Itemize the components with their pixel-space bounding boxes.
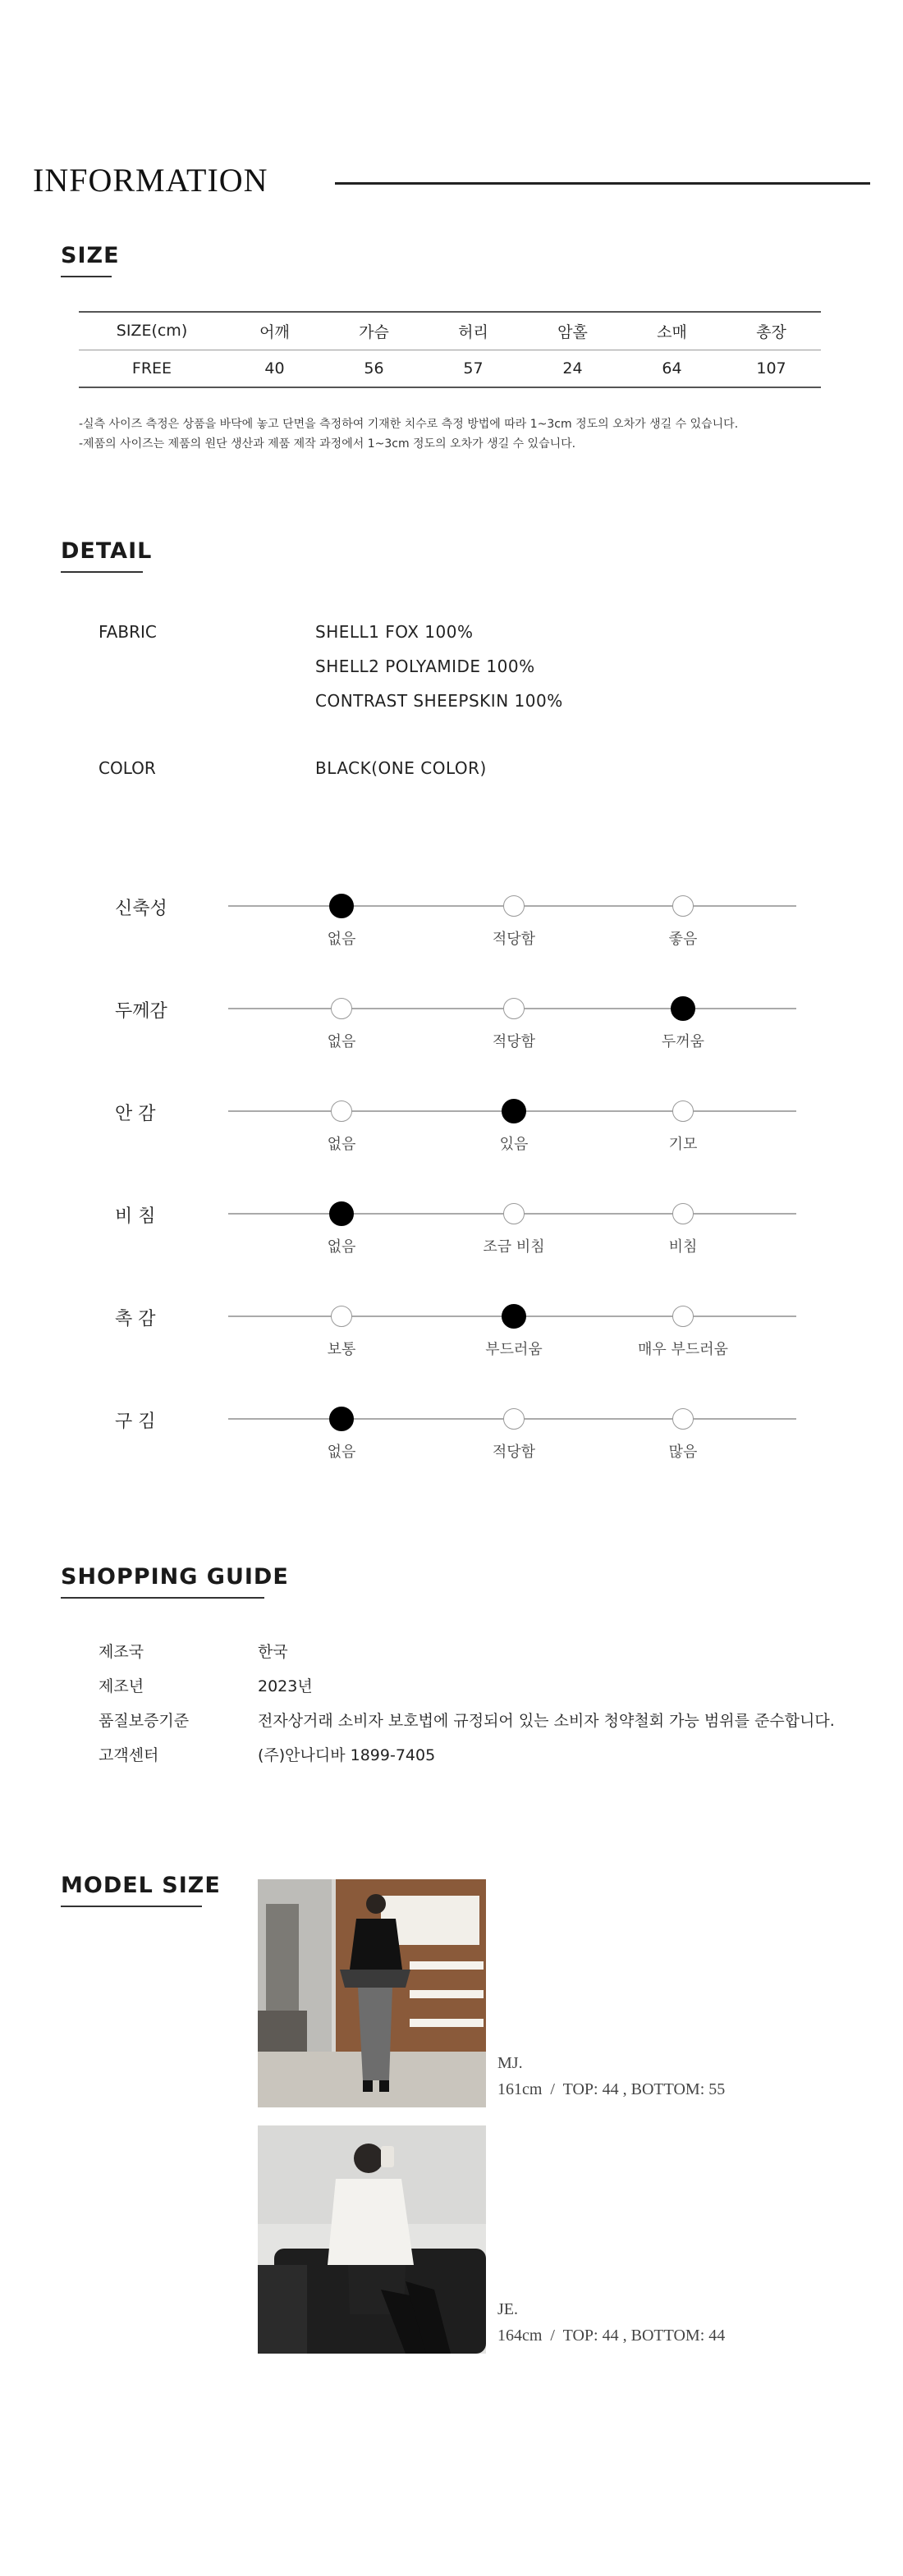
scale-dot-selected (329, 1201, 354, 1226)
scale-option-label: 보통 (327, 1341, 356, 1358)
size-note: -실측 사이즈 측정은 상품을 바닥에 놓고 단면을 측정하여 기재한 치수로 측정 방법에 따라 1~3cm 정도의 오차가 생길 수 있습니다. (79, 418, 739, 431)
size-header-cell: 허리 (458, 323, 488, 341)
size-section-title: SIZE (61, 243, 120, 268)
size-cell: 24 (562, 359, 583, 377)
scale-label: 구 김 (115, 1412, 156, 1432)
fabric-label: FABRIC (99, 622, 157, 642)
size-cell: 56 (364, 359, 384, 377)
scale-label: 안 감 (115, 1104, 156, 1124)
size-cell: 64 (662, 359, 682, 377)
quality-standard-value: 전자상거래 소비자 보호법에 규정되어 있는 소비자 청약철회 가능 범위를 준수합니다. (258, 1712, 835, 1730)
fabric-value: SHELL2 POLYAMIDE 100% (315, 657, 535, 676)
size-header-cell: SIZE(cm) (116, 322, 188, 341)
color-label: COLOR (99, 758, 156, 778)
scale-dot (672, 1203, 694, 1224)
scale-dot (503, 895, 525, 917)
size-header-cell: 어깨 (259, 323, 290, 341)
origin-value: 한국 (258, 1643, 288, 1661)
size-cell: 40 (264, 359, 285, 377)
customer-center-label: 고객센터 (99, 1746, 159, 1764)
customer-center-value: (주)안나디바 1899-7405 (258, 1746, 436, 1764)
scale-option-label: 적당함 (492, 1444, 536, 1461)
quality-standard-label: 품질보증기준 (99, 1712, 190, 1730)
scale-dot (503, 1203, 525, 1224)
model-name: JE. (497, 2300, 518, 2318)
model-photo-je (258, 2125, 486, 2354)
scale-label: 두께감 (115, 1001, 167, 1022)
scale-dot-selected (329, 1407, 354, 1431)
scale-dot-selected (502, 1099, 526, 1123)
information-title: INFORMATION (33, 162, 268, 199)
size-header-cell: 가슴 (359, 323, 389, 341)
model-spec: 161cm / TOP: 44 , BOTTOM: 55 (497, 2080, 726, 2098)
scale-option-label: 없음 (327, 1033, 356, 1050)
detail-section-title: DETAIL (61, 538, 153, 564)
scale-option-label: 기모 (668, 1136, 698, 1153)
scale-dot (503, 998, 525, 1019)
scale-option-label: 좋음 (668, 931, 698, 948)
fabric-value: SHELL1 FOX 100% (315, 622, 474, 642)
scale-option-label: 비침 (668, 1238, 698, 1256)
color-value: BLACK(ONE COLOR) (315, 758, 487, 778)
scale-dot (331, 1306, 352, 1327)
scale-option-label: 없음 (327, 1444, 356, 1461)
size-cell: 57 (463, 359, 484, 377)
scale-dot (672, 1306, 694, 1327)
model-size-section-title: MODEL SIZE (61, 1873, 221, 1898)
scale-dot (331, 1100, 352, 1122)
scale-dot (672, 1408, 694, 1430)
scale-dot-selected (329, 894, 354, 918)
scale-option-label: 부드러움 (485, 1341, 543, 1358)
size-cell: 107 (756, 359, 786, 377)
scale-dot (503, 1408, 525, 1430)
size-note: -제품의 사이즈는 제품의 원단 생산과 제품 제작 과정에서 1~3cm 정도의 오차가 생길 수 있습니다. (79, 437, 576, 451)
scale-dot (672, 1100, 694, 1122)
scale-option-label: 있음 (499, 1136, 529, 1153)
model-size-title-underline (61, 1906, 202, 1907)
scale-label: 신축성 (115, 899, 167, 919)
scale-dot (331, 998, 352, 1019)
scale-option-label: 조금 비침 (483, 1238, 545, 1256)
scale-dot-selected (502, 1304, 526, 1329)
scale-option-label: 적당함 (492, 1033, 536, 1050)
detail-title-underline (61, 571, 143, 573)
size-header-cell: 총장 (756, 323, 786, 341)
size-cell: FREE (131, 359, 172, 377)
scale-option-label: 없음 (327, 1136, 356, 1153)
model-spec: 164cm / TOP: 44 , BOTTOM: 44 (497, 2327, 726, 2345)
scale-dot (672, 895, 694, 917)
scale-option-label: 매우 부드러움 (637, 1341, 729, 1358)
size-title-underline (61, 276, 112, 277)
scale-option-label: 없음 (327, 1238, 356, 1256)
shopping-guide-section-title: SHOPPING GUIDE (61, 1564, 289, 1590)
scale-option-label: 두꺼움 (661, 1033, 705, 1050)
manufacture-year-value: 2023년 (258, 1677, 313, 1695)
scale-label: 비 침 (115, 1206, 156, 1227)
manufacture-year-label: 제조년 (99, 1677, 144, 1695)
scale-option-label: 적당함 (492, 931, 536, 948)
size-table (79, 311, 821, 388)
size-table-header-row (79, 312, 821, 350)
size-header-cell: 소매 (657, 323, 687, 341)
model-name: MJ. (497, 2054, 523, 2072)
scale-dot-selected (671, 996, 695, 1021)
scale-label: 촉 감 (115, 1309, 156, 1329)
scale-option-label: 없음 (327, 931, 356, 948)
scale-option-label: 많음 (668, 1444, 698, 1461)
table-row (79, 350, 821, 387)
model-photo-mj (258, 1879, 486, 2107)
fabric-value: CONTRAST SHEEPSKIN 100% (315, 691, 563, 711)
information-divider (335, 182, 870, 185)
shopping-guide-title-underline (61, 1597, 264, 1599)
size-header-cell: 암홀 (557, 323, 588, 341)
origin-label: 제조국 (99, 1643, 144, 1661)
